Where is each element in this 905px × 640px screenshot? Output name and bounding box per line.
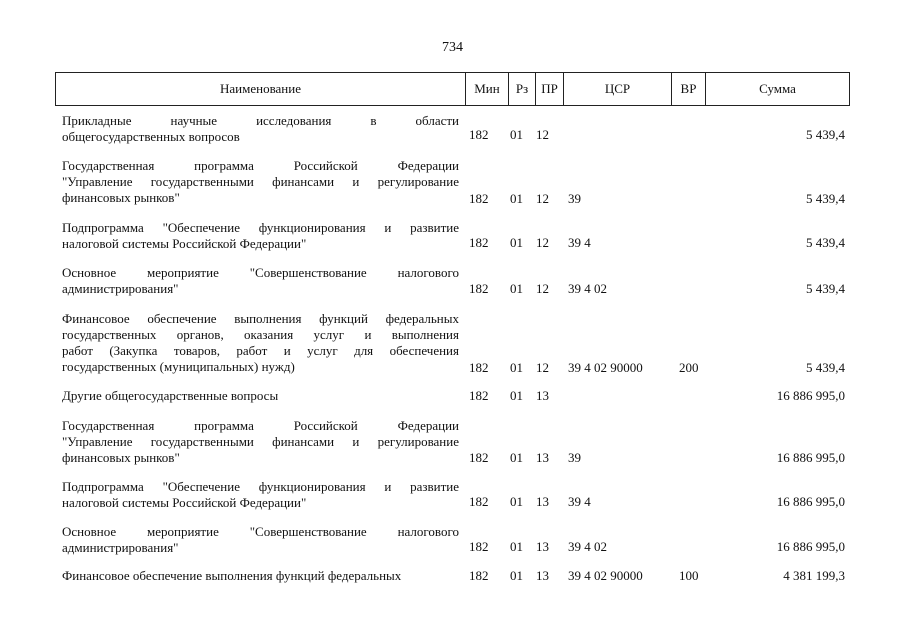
row-name-line: "Управление государственными финансами и регулирование [62,174,459,189]
row-name [62,265,459,297]
cell-section-code: 01 [510,450,523,465]
cell-target-article-code: 39 [568,191,581,206]
cell-amount: 16 886 995,0 [776,388,845,403]
row-name-line: "Управление государственными финансами и регулирование [62,434,459,449]
row-name [62,388,459,404]
cell-section-code: 01 [510,127,523,142]
row-name-line: Государственная программа Российской Федерации [62,158,459,173]
cell-minister-code: 182 [469,235,489,250]
column-header-pr: ПР [535,73,563,105]
cell-subsection-code: 12 [536,281,549,296]
cell-amount: 4 381 199,3 [783,568,845,583]
cell-minister-code: 182 [469,281,489,296]
row-name-line: государственных органов, оказания услуг и выполнения [62,327,459,342]
cell-section-code: 01 [510,360,523,375]
cell-amount: 5 439,4 [806,191,845,206]
cell-subsection-code: 12 [536,235,549,250]
row-name [62,524,459,556]
row-name-line: налоговой системы Российской Федерации" [62,236,307,251]
cell-amount: 5 439,4 [806,235,845,250]
row-name-line: финансовых рынков" [62,190,180,205]
cell-section-code: 01 [510,494,523,509]
row-name-line: Финансовое обеспечение выполнения функций федеральных [62,311,459,326]
cell-section-code: 01 [510,539,523,554]
cell-amount: 16 886 995,0 [776,494,845,509]
row-name [62,568,459,584]
cell-minister-code: 182 [469,127,489,142]
cell-target-article-code: 39 4 02 [568,281,607,296]
cell-minister-code: 182 [469,568,489,583]
cell-expense-type-code: 200 [679,360,699,375]
column-header-min: Мин [465,73,508,105]
cell-subsection-code: 12 [536,360,549,375]
row-name-line: администрирования" [62,540,179,555]
cell-subsection-code: 12 [536,191,549,206]
row-name-line: общегосударственных вопросов [62,129,240,144]
cell-amount: 5 439,4 [806,281,845,296]
row-name-line: Подпрограмма "Обеспечение функционирования и развитие [62,220,459,235]
row-name-line: Прикладные научные исследования в области [62,113,459,128]
cell-minister-code: 182 [469,191,489,206]
cell-amount: 5 439,4 [806,127,845,142]
row-name-line: Финансовое обеспечение выполнения функций федеральных [62,568,402,583]
row-name-line: финансовых рынков" [62,450,180,465]
cell-minister-code: 182 [469,388,489,403]
cell-target-article-code: 39 4 02 90000 [568,568,643,583]
cell-minister-code: 182 [469,360,489,375]
row-name-line: налоговой системы Российской Федерации" [62,495,307,510]
row-name-line: государственных (муниципальных) нужд) [62,359,295,374]
cell-subsection-code: 13 [536,388,549,403]
column-header-rz: Рз [508,73,535,105]
row-name-line: администрирования" [62,281,179,296]
cell-target-article-code: 39 [568,450,581,465]
row-name-line: Подпрограмма "Обеспечение функционирования и развитие [62,479,459,494]
cell-target-article-code: 39 4 [568,494,591,509]
cell-target-article-code: 39 4 02 [568,539,607,554]
column-header-sum: Сумма [705,73,849,105]
row-name [62,479,459,511]
cell-section-code: 01 [510,235,523,250]
row-name-line: работ (Закупка товаров, работ и услуг для обеспечения [62,343,459,358]
cell-subsection-code: 13 [536,494,549,509]
cell-minister-code: 182 [469,494,489,509]
cell-expense-type-code: 100 [679,568,699,583]
row-name [62,418,459,466]
cell-subsection-code: 13 [536,450,549,465]
column-header-vr: ВР [671,73,705,105]
row-name-line: Другие общегосударственные вопросы [62,388,279,403]
cell-subsection-code: 12 [536,127,549,142]
row-name [62,113,459,145]
cell-amount: 5 439,4 [806,360,845,375]
column-header-name: Наименование [220,81,301,96]
cell-section-code: 01 [510,281,523,296]
row-name [62,220,459,252]
table-header [55,72,850,106]
row-name [62,158,459,206]
cell-subsection-code: 13 [536,539,549,554]
column-header-csr: ЦСР [563,73,671,105]
cell-target-article-code: 39 4 02 90000 [568,360,643,375]
row-name-line: Основное мероприятие "Совершенствование налогового [62,524,459,539]
cell-subsection-code: 13 [536,568,549,583]
cell-amount: 16 886 995,0 [776,539,845,554]
row-name-line: Государственная программа Российской Федерации [62,418,459,433]
row-name [62,311,459,375]
cell-section-code: 01 [510,191,523,206]
cell-amount: 16 886 995,0 [776,450,845,465]
page-number: 734 [442,40,463,55]
row-name-line: Основное мероприятие "Совершенствование налогового [62,265,459,280]
cell-minister-code: 182 [469,450,489,465]
cell-minister-code: 182 [469,539,489,554]
cell-section-code: 01 [510,568,523,583]
cell-target-article-code: 39 4 [568,235,591,250]
cell-section-code: 01 [510,388,523,403]
